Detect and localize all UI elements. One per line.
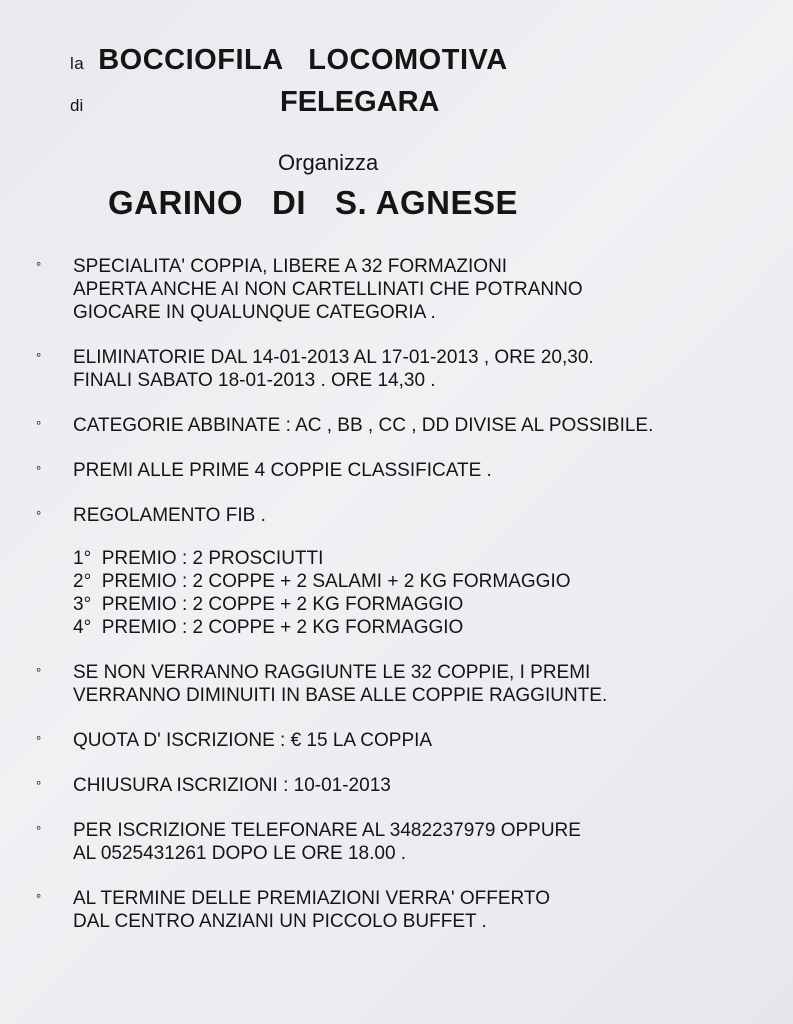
text-line: QUOTA D' ISCRIZIONE : € 15 LA COPPIA <box>73 730 433 751</box>
bullet-icon: ° <box>36 891 42 906</box>
list-item-quota <box>36 729 776 752</box>
info-list <box>36 255 776 955</box>
prize-line: 1° PREMIO : 2 PROSCIUTTI <box>73 548 324 569</box>
text-line: FINALI SABATO 18-01-2013 . ORE 14,30 . <box>73 370 436 391</box>
text-line: VERRANNO DIMINUITI IN BASE ALLE COPPIE RAGGIUNTE. <box>73 685 608 706</box>
text-line: CHIUSURA ISCRIZIONI : 10-01-2013 <box>73 775 391 796</box>
text-line: SPECIALITA' COPPIA, LIBERE A 32 FORMAZIONI <box>73 256 508 277</box>
text-line: REGOLAMENTO FIB . <box>73 505 266 526</box>
list-item-telefono <box>36 819 776 865</box>
list-item-categorie <box>36 414 776 437</box>
text-line: PER ISCRIZIONE TELEFONARE AL 3482237979 OPPURE <box>73 820 581 841</box>
text-line: CATEGORIE ABBINATE : AC , BB , CC , DD DIVISE AL POSSIBILE. <box>73 415 654 436</box>
list-item-specialita <box>36 255 776 324</box>
club-header <box>70 44 508 77</box>
bullet-icon: ° <box>36 463 42 478</box>
text-line: SE NON VERRANNO RAGGIUNTE LE 32 COPPIE, I PREMI <box>73 662 591 683</box>
bullet-icon: ° <box>36 418 42 433</box>
prefix-la: la <box>70 54 85 73</box>
text-line: AL 0525431261 DOPO LE ORE 18.00 . <box>73 843 407 864</box>
bullet-icon: ° <box>36 778 42 793</box>
text-line: ELIMINATORIE DAL 14-01-2013 AL 17-01-2013 , ORE 20,30. <box>73 347 594 368</box>
list-item-chiusura <box>36 774 776 797</box>
event-title: GARINO DI S. AGNESE <box>108 184 518 221</box>
list-item-riduzione <box>36 661 776 707</box>
club-name: BOCCIOFILA LOCOMOTIVA <box>98 44 508 76</box>
text-line: APERTA ANCHE AI NON CARTELLINATI CHE POTRANNO <box>73 279 583 300</box>
prize-list <box>36 547 776 639</box>
prize-line: 3° PREMIO : 2 COPPE + 2 KG FORMAGGIO <box>73 594 464 615</box>
prize-line: 2° PREMIO : 2 COPPE + 2 SALAMI + 2 KG FORMAGGIO <box>73 571 571 592</box>
list-item-premi <box>36 459 776 482</box>
list-item-buffet <box>36 887 776 933</box>
bullet-icon: ° <box>36 508 42 523</box>
bullet-icon: ° <box>36 665 42 680</box>
text-line: PREMI ALLE PRIME 4 COPPIE CLASSIFICATE . <box>73 460 492 481</box>
city-name: FELEGARA <box>280 86 440 118</box>
prefix-di: di <box>70 96 84 115</box>
text-line: AL TERMINE DELLE PREMIAZIONI VERRA' OFFERTO <box>73 888 550 909</box>
list-item-regolamento <box>36 504 776 527</box>
bullet-icon: ° <box>36 733 42 748</box>
city-header <box>70 86 440 119</box>
text-line: GIOCARE IN QUALUNQUE CATEGORIA . <box>73 302 436 323</box>
text-line: DAL CENTRO ANZIANI UN PICCOLO BUFFET . <box>73 911 487 932</box>
bullet-icon: ° <box>36 350 42 365</box>
bullet-icon: ° <box>36 259 42 274</box>
list-item-date <box>36 346 776 392</box>
bullet-icon: ° <box>36 823 42 838</box>
prize-line: 4° PREMIO : 2 COPPE + 2 KG FORMAGGIO <box>73 617 464 638</box>
organizer-subtitle: Organizza <box>278 150 379 175</box>
